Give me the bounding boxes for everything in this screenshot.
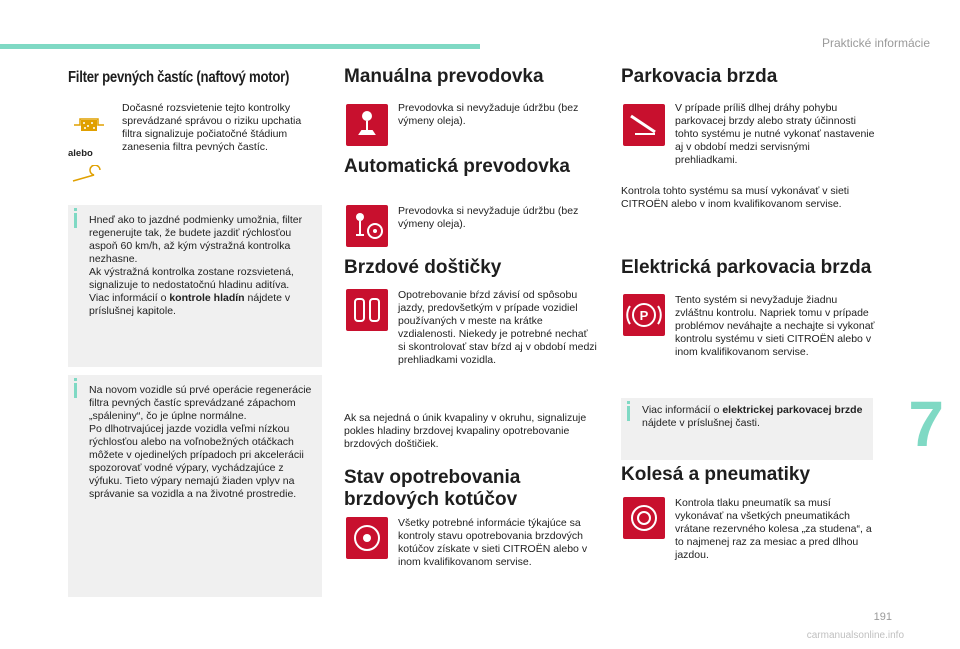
dpf-new-vehicle-text xyxy=(89,384,317,501)
dpf-new-vehicle-box xyxy=(68,375,322,597)
gear-lever-icon xyxy=(346,104,388,146)
automatic-gearbox-icon xyxy=(346,205,388,247)
wheels-tyres-text: Kontrola tlaku pneumatík sa musí vykonávať na všetkých pneumatikách vrátane rezervného kolesa „za studena“, a to najmenej raz za mesiac a pred dlhou jazdou. xyxy=(675,497,872,561)
parking-brake-text: V prípade príliš dlhej dráhy pohybu parkovacej brzdy alebo straty účinnosti tohto systému je nutné vykonať nastavenie aj v období medzi servisnými prehliadkami. xyxy=(675,102,875,166)
dpf-info-box xyxy=(68,205,322,367)
dpf-info-p2: Ak výstražná kontrolka zostane rozsvietená, signalizuje to nedostatočnú hladinu aditíva. xyxy=(89,266,294,291)
brake-disc-icon xyxy=(346,517,388,559)
dpf-info-text xyxy=(89,214,317,318)
info-icon xyxy=(74,378,77,381)
brake-discs-text: Všetky potrebné informácie týkajúce sa kontroly stavu opotrebovania brzdových kotúčov získate v sieti CITROËN alebo v inom kvalifikovanom servise. xyxy=(398,517,588,568)
dpf-new-p2: Po dlhotrvajúcej jazde vozidla veľmi nízkou rýchlosťou alebo na voľnobežných otáčkach môžete v ojedinelých prípadoch pri akcelerácii spozorovať vodné výpary, vychádzajúce z výfuku. Tieto výpary nemajú žiaden vplyv na správanie sa vozidla a na životné prostredie. xyxy=(89,423,304,500)
info-icon-bar xyxy=(74,213,77,228)
dpf-warning-icon xyxy=(72,115,106,135)
link-electric-parking-brake: elektrickej parkovacej brzde xyxy=(722,404,863,416)
dpf-title: Filter pevných častíc (naftový motor) xyxy=(68,69,290,86)
brake-discs-title: Stav opotrebovania brzdových kotúčov xyxy=(344,467,521,510)
header-accent-bar xyxy=(0,44,480,49)
info-icon xyxy=(74,208,77,211)
footer-watermark: carmanualsonline.info xyxy=(806,630,904,641)
automatic-gearbox-title: Automatická prevodovka xyxy=(344,156,570,177)
info-icon xyxy=(627,401,630,404)
brake-pads-title: Brzdové doštičky xyxy=(344,257,502,278)
manual-gearbox-text: Prevodovka si nevyžaduje údržbu (bez výmeny oleja). xyxy=(398,102,579,127)
info-icon-bar xyxy=(627,406,630,421)
brake-pads-icon xyxy=(346,289,388,331)
chapter-number: 7 xyxy=(908,388,944,460)
electric-parking-brake-title: Elektrická parkovacia brzda xyxy=(621,257,872,278)
brake-pads-text: Opotrebovanie bŕzd závisí od spôsobu jazdy, predovšetkým v prípade vozidiel používaných v meste na krátke vzdialenosti. Niekedy je potrebné nechať si skontrolovať stav bŕzd aj v období medzi prehliadkami vozidla. xyxy=(398,289,597,366)
section-title: Praktické informácie xyxy=(821,36,930,50)
electric-parking-brake-icon xyxy=(623,294,665,336)
parking-brake-title: Parkovacia brzda xyxy=(621,66,778,87)
tyre-icon xyxy=(623,497,665,539)
automatic-gearbox-text: Prevodovka si nevyžaduje údržbu (bez výmeny oleja). xyxy=(398,205,579,230)
dpf-info-p3: Viac informácií o kontrole hladín nájdete v príslušnej kapitole. xyxy=(89,292,291,317)
parking-brake-note: Kontrola tohto systému sa musí vykonávať v sieti CITROËN alebo v inom kvalifikovanom servise. xyxy=(621,185,850,210)
link-fluid-levels: kontrole hladín xyxy=(169,292,245,304)
page-number: 191 xyxy=(873,611,892,623)
electric-parking-brake-info-box xyxy=(621,398,873,460)
manual-gearbox-title: Manuálna prevodovka xyxy=(344,66,544,87)
parking-brake-lever-icon xyxy=(623,104,665,146)
svg-text:P: P xyxy=(639,308,649,323)
dpf-intro-text: Dočasné rozsvietenie tejto kontrolky sprevádzané správou o riziku upchatia filtra signalizuje počiatočné štádium zanesenia filtra pevných častíc. xyxy=(122,102,302,153)
service-wrench-icon xyxy=(70,165,106,185)
dpf-info-p1: Hneď ako to jazdné podmienky umožnia, filter regenerujte tak, že budete jazdiť rýchlosťou aspoň 60 km/h, až kým výstražná kontrolka nezhasne. xyxy=(89,214,303,265)
wheels-tyres-title: Kolesá a pneumatiky xyxy=(621,464,811,485)
electric-parking-brake-info-text: Viac informácií o elektrickej parkovacej brzde nájdete v príslušnej časti. xyxy=(642,404,863,429)
info-icon-bar xyxy=(74,383,77,398)
dpf-new-p1: Na novom vozidle sú prvé operácie regenerácie filtra pevných častíc sprevádzané zápachom „spáleniny“, čo je úplne normálne. xyxy=(89,384,312,422)
or-label: alebo xyxy=(68,148,93,159)
electric-parking-brake-text: Tento systém si nevyžaduje žiadnu zvláštnu kontrolu. Napriek tomu v prípade problémov neváhajte a nechajte si vykonať kontrolu systému v sieti CITROËN alebo v inom kvalifikovanom servise. xyxy=(675,294,875,358)
brake-fluid-note: Ak sa nejedná o únik kvapaliny v okruhu, signalizuje pokles hladiny brzdovej kvapaliny opotrebovanie brzdových doštičiek. xyxy=(344,412,587,450)
